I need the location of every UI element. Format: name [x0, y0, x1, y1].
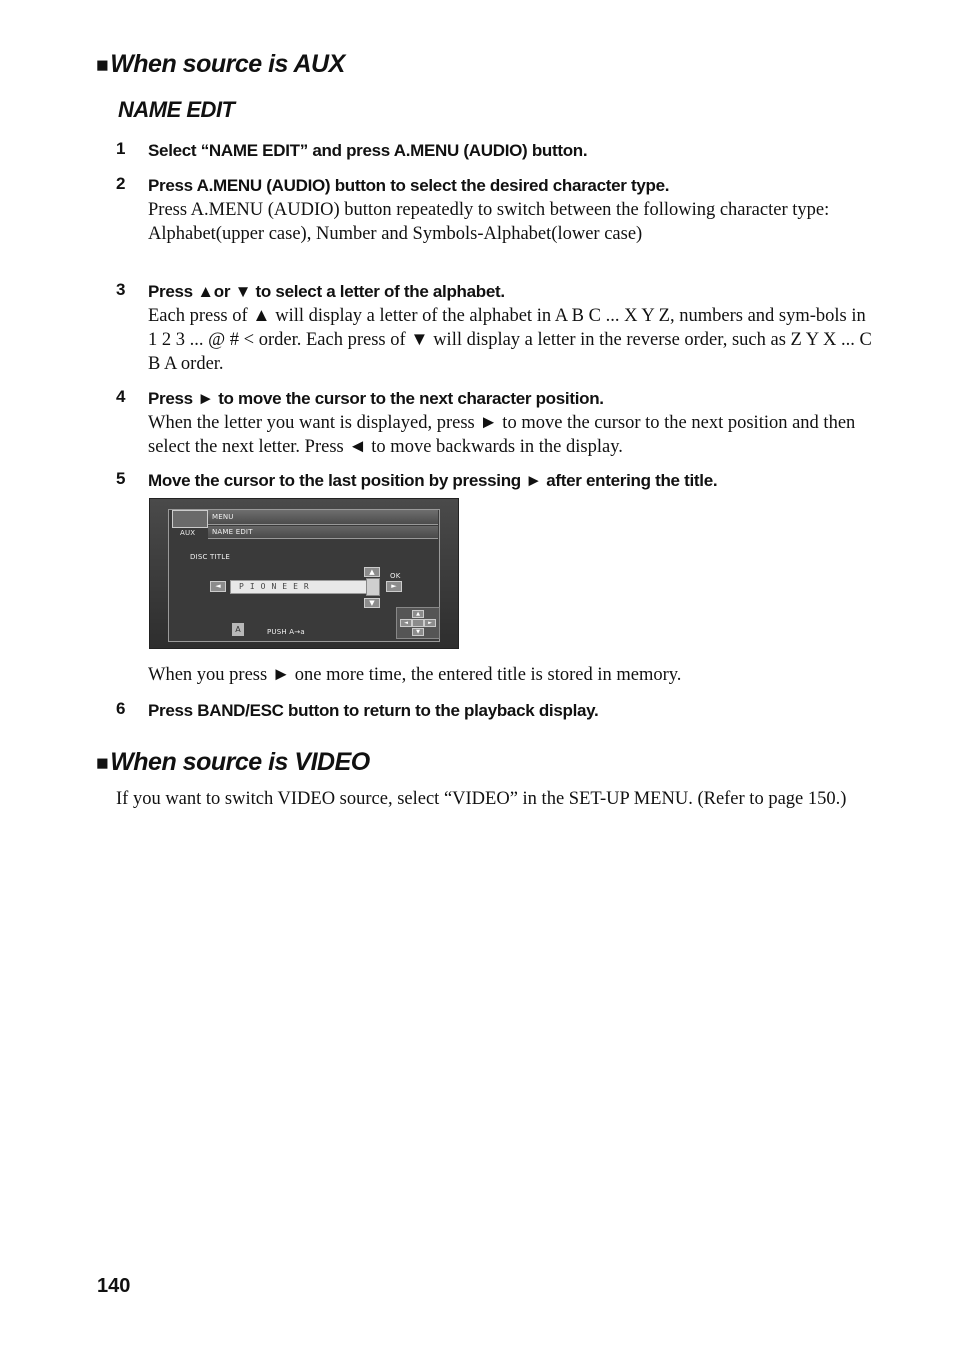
up-arrow-button[interactable]: ▲	[364, 567, 380, 577]
left-arrow-button[interactable]: ◄	[210, 581, 226, 592]
step-2	[116, 174, 886, 246]
step-title: Press ► to move the cursor to the next character position.	[148, 389, 604, 408]
section-marker: ■	[96, 54, 109, 77]
screen-capture	[149, 498, 459, 649]
sub-label: NAME EDIT	[212, 528, 253, 536]
char-type-badge[interactable]: A	[232, 623, 244, 636]
section-title: When source is VIDEO	[110, 748, 370, 776]
ok-button[interactable]: ►	[386, 581, 402, 592]
section-heading-video	[96, 748, 370, 777]
step-5-note: When you press ► one more time, the entered title is stored in memory.	[148, 665, 682, 685]
step-1	[116, 139, 886, 163]
pad-up-icon: ▲	[412, 610, 424, 618]
pad-left-icon: ◄	[400, 619, 412, 627]
down-arrow-button[interactable]: ▼	[364, 598, 380, 608]
push-label: PUSH A→a	[267, 628, 305, 636]
source-label: AUX	[180, 529, 196, 537]
step-title: Press BAND/ESC button to return to the playback display.	[148, 701, 599, 720]
step-3	[116, 280, 886, 376]
subsection-heading: NAME EDIT	[118, 97, 235, 122]
step-title: Press A.MENU (AUDIO) button to select the desired character type.	[148, 176, 670, 195]
menu-label: MENU	[212, 513, 234, 521]
step-6	[116, 699, 886, 723]
step-number: 1	[116, 139, 126, 158]
menu-bar	[208, 510, 438, 525]
step-number: 3	[116, 280, 126, 299]
pad-right-icon: ►	[424, 619, 436, 627]
logo-icon	[172, 510, 208, 528]
step-number: 4	[116, 387, 126, 406]
pad-center-icon	[412, 619, 424, 627]
step-5	[116, 469, 886, 493]
cursor-block	[366, 578, 380, 596]
ok-label: OK	[390, 572, 401, 580]
step-number: 6	[116, 699, 126, 718]
step-4	[116, 387, 886, 459]
page-number: 140	[97, 1275, 131, 1297]
step-title: Press ▲or ▼ to select a letter of the alphabet.	[148, 282, 505, 301]
title-input[interactable]	[230, 580, 368, 594]
direction-pad-icon	[396, 607, 440, 639]
field-label: DISC TITLE	[190, 553, 230, 561]
section-heading-aux	[96, 50, 345, 79]
section-title: When source is AUX	[110, 50, 345, 78]
step-title: Select “NAME EDIT” and press A.MENU (AUDIO) button.	[148, 141, 588, 160]
step-title: Move the cursor to the last position by pressing ► after entering the title.	[148, 471, 718, 490]
pad-down-icon: ▼	[412, 628, 424, 636]
step-body: When the letter you want is displayed, press ► to move the cursor to the next position and then select the next letter. Press ◄ to move backwards in the display.	[148, 413, 856, 457]
step-body: Each press of ▲ will display a letter of the alphabet in A B C ... X Y Z, numbers and sym-bols in 1 2 3 ... @ # < order. Each press of ▼ will display a letter in the reverse order, such as Z Y X ... C B A order.	[148, 306, 872, 374]
step-number: 5	[116, 469, 126, 488]
section-marker: ■	[96, 752, 109, 775]
step-number: 2	[116, 174, 126, 193]
entered-text: PIONEER	[239, 582, 315, 591]
step-body: Press A.MENU (AUDIO) button repeatedly to switch between the following character type:	[148, 200, 830, 220]
video-paragraph: If you want to switch VIDEO source, select “VIDEO” in the SET-UP MENU. (Refer to page 150.)	[116, 789, 847, 809]
step-body-2: Alphabet(upper case), Number and Symbols-Alphabet(lower case)	[148, 224, 643, 244]
